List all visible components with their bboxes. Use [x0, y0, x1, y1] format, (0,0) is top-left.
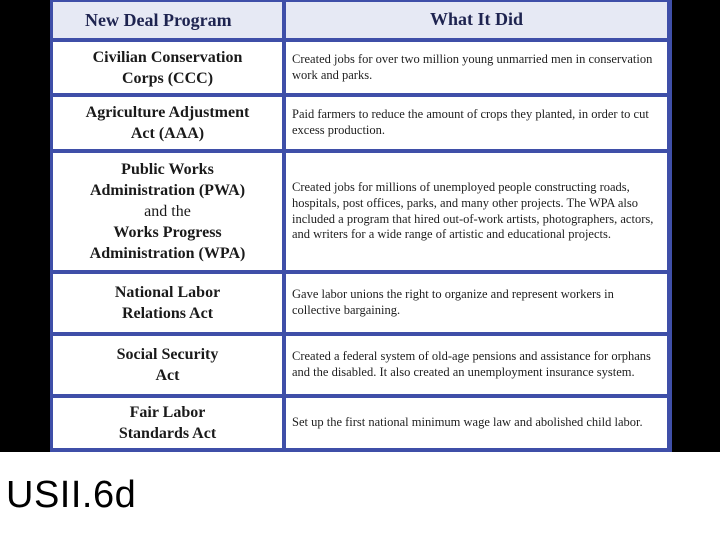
program-cell: [53, 153, 282, 270]
table-row: [53, 153, 667, 270]
program-line: Relations Act: [121, 305, 214, 322]
description-cell: Gave labor unions the right to organize and represent workers in collective bargaining.: [286, 274, 667, 332]
table-row: [53, 336, 667, 394]
table-header-row: [53, 2, 667, 38]
table-row: [53, 398, 667, 448]
program-cell: [53, 42, 282, 93]
header-program: New Deal Program: [53, 2, 282, 38]
program-line: Works Progress: [113, 224, 222, 241]
description-cell: Created a federal system of old-age pensions and assistance for orphans and the disabled. It also created an unemployment insurance system.: [286, 336, 667, 394]
table-row: [53, 42, 667, 93]
program-line: Act (AAA): [130, 125, 205, 142]
program-line: Fair Labor: [129, 404, 206, 421]
new-deal-table: [53, 2, 667, 448]
program-cell: [53, 336, 282, 394]
table-row: [53, 274, 667, 332]
program-line: Public Works: [121, 161, 214, 178]
standard-label: USII.6d: [6, 474, 137, 516]
program-line: Agriculture Adjustment: [85, 104, 250, 121]
table-row: [53, 97, 667, 149]
description-cell: Set up the first national minimum wage law and abolished child labor.: [286, 398, 667, 448]
program-line: and the: [144, 203, 191, 220]
program-line: Administration (WPA): [89, 245, 246, 262]
program-line: Standards Act: [118, 425, 217, 442]
description-cell: Created jobs for over two million young unmarried men in conservation work and parks.: [286, 42, 667, 93]
program-line: Act: [155, 367, 180, 384]
program-line: Civilian Conservation: [92, 48, 243, 66]
new-deal-table-frame: [50, 0, 672, 452]
program-cell: [53, 398, 282, 448]
program-line: Social Security: [116, 346, 219, 363]
program-line: Administration (PWA): [89, 182, 246, 199]
description-cell: Paid farmers to reduce the amount of crops they planted, in order to cut excess production.: [286, 97, 667, 149]
description-cell: Created jobs for millions of unemployed people constructing roads, hospitals, post offices, parks, and many other projects. The WPA also included a program that hired out-of-work artists, photographers, actors, and writers for a wide range of artistic and educational projects.: [286, 153, 667, 270]
program-line: National Labor: [114, 284, 221, 301]
program-line: Corps (CCC): [121, 69, 214, 87]
program-cell: [53, 274, 282, 332]
program-cell: [53, 97, 282, 149]
header-what-it-did: What It Did: [286, 2, 667, 38]
